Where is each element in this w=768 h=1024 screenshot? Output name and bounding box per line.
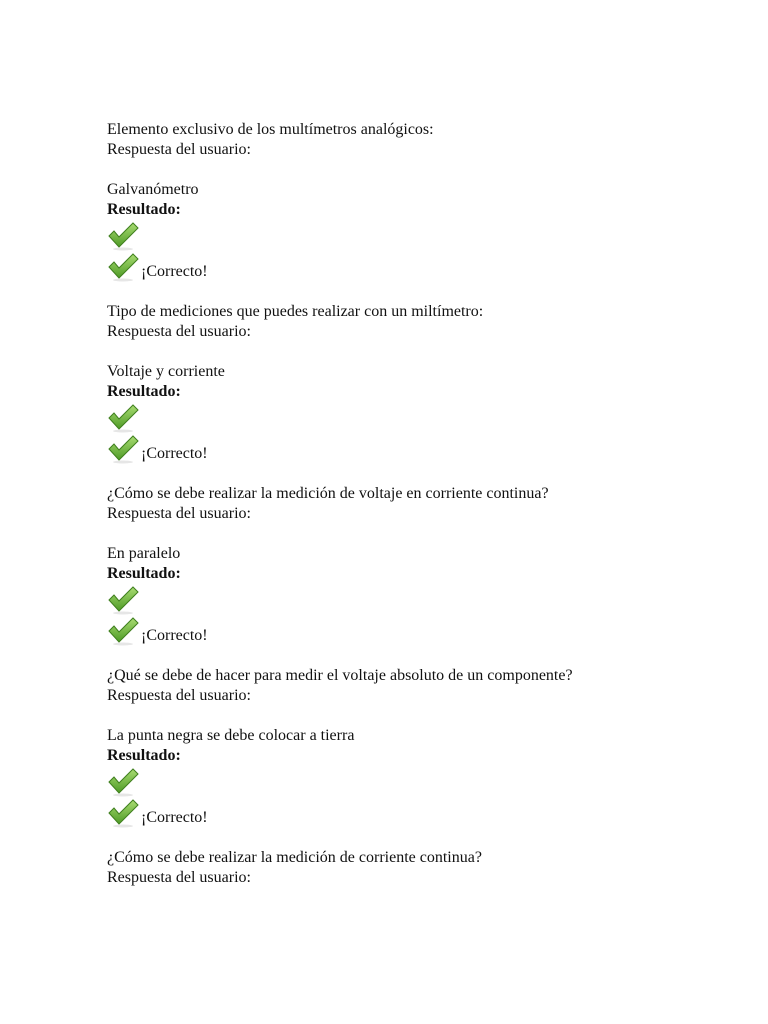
user-answer-label: Respuesta del usuario: bbox=[107, 869, 251, 886]
user-answer: En paralelo bbox=[107, 545, 181, 562]
question-block bbox=[107, 484, 727, 646]
result-icon-row bbox=[107, 220, 727, 251]
result-icon-row bbox=[107, 402, 727, 433]
result-feedback: ¡Correcto! bbox=[141, 809, 208, 826]
question-text: ¿Cómo se debe realizar la medición de voltaje en corriente continua? bbox=[107, 485, 549, 502]
check-icon bbox=[107, 221, 139, 251]
spacer bbox=[107, 342, 727, 362]
check-icon bbox=[107, 616, 139, 646]
user-answer-label: Respuesta del usuario: bbox=[107, 687, 251, 704]
result-feedback: ¡Correcto! bbox=[141, 627, 208, 644]
check-icon bbox=[107, 403, 139, 433]
spacer bbox=[107, 706, 727, 726]
spacer bbox=[107, 160, 727, 180]
result-feedback-row bbox=[107, 797, 727, 828]
result-icon-row bbox=[107, 766, 727, 797]
question-block bbox=[107, 302, 727, 464]
user-answer: La punta negra se debe colocar a tierra bbox=[107, 727, 355, 744]
question-block bbox=[107, 666, 727, 828]
question-text: ¿Cómo se debe realizar la medición de corriente continua? bbox=[107, 849, 482, 866]
check-icon bbox=[107, 585, 139, 615]
user-answer: Voltaje y corriente bbox=[107, 363, 225, 380]
result-label: Resultado: bbox=[107, 747, 181, 764]
result-icon-row bbox=[107, 584, 727, 615]
result-label: Resultado: bbox=[107, 383, 181, 400]
quiz-results bbox=[107, 120, 727, 908]
spacer bbox=[107, 524, 727, 544]
question-block bbox=[107, 848, 727, 888]
result-feedback-row bbox=[107, 433, 727, 464]
result-feedback-row bbox=[107, 615, 727, 646]
user-answer: Galvanómetro bbox=[107, 181, 199, 198]
question-text: Elemento exclusivo de los multímetros analógicos: bbox=[107, 121, 434, 138]
question-text: ¿Qué se debe de hacer para medir el voltaje absoluto de un componente? bbox=[107, 667, 573, 684]
user-answer-label: Respuesta del usuario: bbox=[107, 323, 251, 340]
user-answer-label: Respuesta del usuario: bbox=[107, 141, 251, 158]
check-icon bbox=[107, 798, 139, 828]
check-icon bbox=[107, 767, 139, 797]
result-feedback: ¡Correcto! bbox=[141, 445, 208, 462]
result-feedback-row bbox=[107, 251, 727, 282]
result-label: Resultado: bbox=[107, 201, 181, 218]
check-icon bbox=[107, 434, 139, 464]
question-text: Tipo de mediciones que puedes realizar con un miltímetro: bbox=[107, 303, 484, 320]
user-answer-label: Respuesta del usuario: bbox=[107, 505, 251, 522]
result-feedback: ¡Correcto! bbox=[141, 263, 208, 280]
question-block bbox=[107, 120, 727, 282]
result-label: Resultado: bbox=[107, 565, 181, 582]
check-icon bbox=[107, 252, 139, 282]
